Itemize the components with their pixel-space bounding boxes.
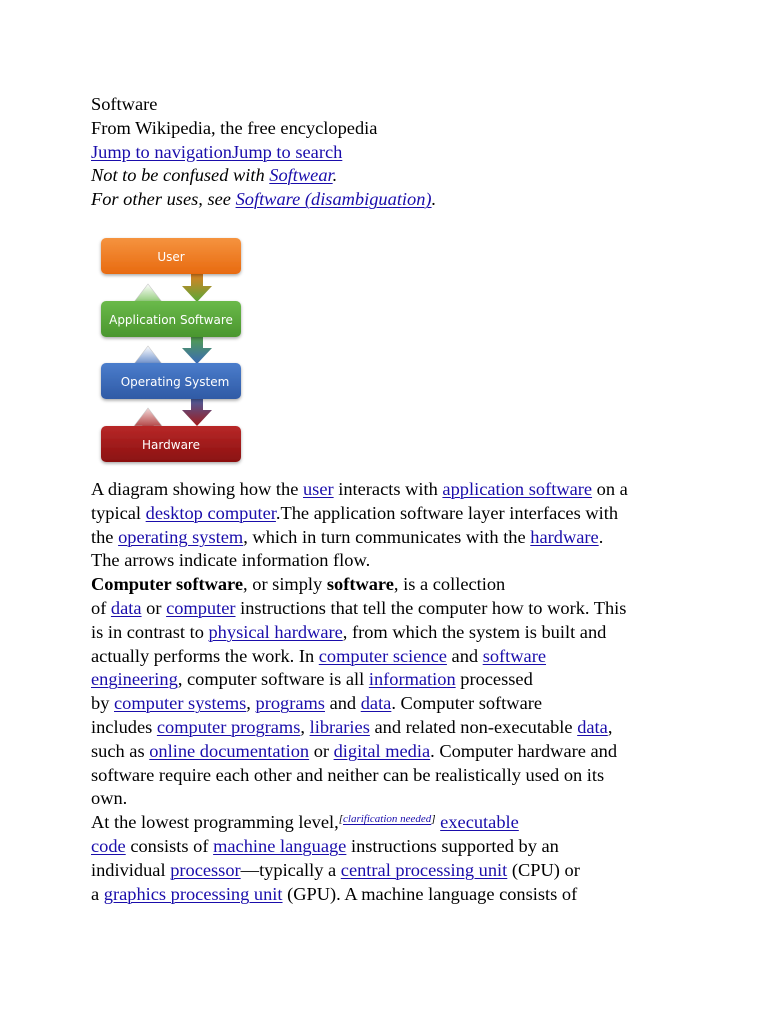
hardware-link[interactable]: hardware bbox=[530, 526, 599, 547]
hatnote-disambiguation: For other uses, see Software (disambiguation). bbox=[91, 189, 437, 210]
application-software-link[interactable]: application software bbox=[442, 478, 593, 499]
application-layer-label: Application Software bbox=[109, 312, 233, 327]
user-link[interactable]: user bbox=[302, 478, 334, 499]
computer-programs-link[interactable]: computer programs bbox=[156, 716, 301, 737]
os-layer-label: Operating System bbox=[120, 374, 230, 389]
jump-to-navigation-link[interactable]: Jump to navigation bbox=[91, 141, 232, 162]
operating-system-link[interactable]: operating system bbox=[118, 526, 244, 547]
hatnote-softwear: Not to be confused with Softwear. bbox=[91, 165, 338, 186]
user-layer-label: User bbox=[157, 249, 185, 264]
disambiguation-link[interactable]: Software (disambiguation) bbox=[235, 189, 432, 210]
computer-link[interactable]: computer bbox=[166, 597, 236, 618]
jump-links bbox=[91, 141, 691, 165]
data-link[interactable]: data bbox=[110, 597, 142, 618]
programs-link[interactable]: programs bbox=[255, 693, 325, 714]
executable-code-link[interactable]: executable bbox=[440, 812, 519, 833]
processor-link[interactable]: processor bbox=[170, 859, 241, 880]
central-processing-unit-link[interactable]: central processing unit bbox=[340, 859, 508, 880]
digital-media-link[interactable]: digital media bbox=[333, 740, 431, 761]
desktop-computer-link[interactable]: desktop computer bbox=[145, 502, 276, 523]
article bbox=[91, 93, 691, 906]
hardware-layer-label: Hardware bbox=[142, 437, 200, 452]
executable-code-link-cont[interactable]: code bbox=[91, 835, 126, 856]
data-link-2[interactable]: data bbox=[360, 693, 392, 714]
page-title: Software bbox=[91, 94, 158, 114]
clarification-needed-link[interactable]: clarification needed bbox=[343, 813, 432, 826]
tagline: From Wikipedia, the free encyclopedia bbox=[91, 117, 378, 138]
diagram-svg bbox=[96, 230, 256, 472]
software-engineering-link[interactable]: software bbox=[482, 645, 547, 666]
software-engineering-link-cont[interactable]: engineering bbox=[91, 669, 178, 690]
software-layers-diagram bbox=[96, 230, 696, 472]
online-documentation-link[interactable]: online documentation bbox=[149, 740, 310, 761]
intro-paragraph: Computer software, or simply software, is a collection of data or computer instructions that tell the computer how to work. This is in contrast to physical hardware, from which the system is built and actually performs the work. In computer science and software engineering, computer software is all information processed by computer systems, programs and data. Computer software includes computer programs, libraries and related non-executable data, such as online documentation or digital media. Computer hardware and software require each other and neither can be realistically used on its own. bbox=[91, 574, 627, 809]
machine-language-link[interactable]: machine language bbox=[213, 835, 347, 856]
down-arrow-1 bbox=[182, 270, 212, 302]
figure-caption: A diagram showing how the user interacts with application software on a typical desktop computer.The application software layer interfaces with the operating system, which in turn communicates with the hardware. The arrows indicate information flow. bbox=[91, 478, 628, 571]
physical-hardware-link[interactable]: physical hardware bbox=[208, 621, 343, 642]
computer-science-link[interactable]: computer science bbox=[318, 645, 447, 666]
libraries-link[interactable]: libraries bbox=[309, 716, 370, 737]
graphics-processing-unit-link[interactable]: graphics processing unit bbox=[103, 883, 283, 904]
computer-systems-link[interactable]: computer systems bbox=[114, 693, 247, 714]
data-link-3[interactable]: data bbox=[577, 716, 608, 737]
machine-code-paragraph: At the lowest programming level,[clarification needed] executable code consists of machine language instructions supported by an individual processor—typically a central processing unit (CPU) or a graphics processing unit (GPU). A machine language consists of bbox=[91, 812, 580, 904]
softwear-link[interactable]: Softwear bbox=[269, 165, 333, 186]
clarification-needed-note: [clarification needed] bbox=[338, 813, 436, 826]
jump-to-search-link[interactable]: Jump to search bbox=[231, 141, 343, 162]
information-link[interactable]: information bbox=[368, 669, 456, 690]
